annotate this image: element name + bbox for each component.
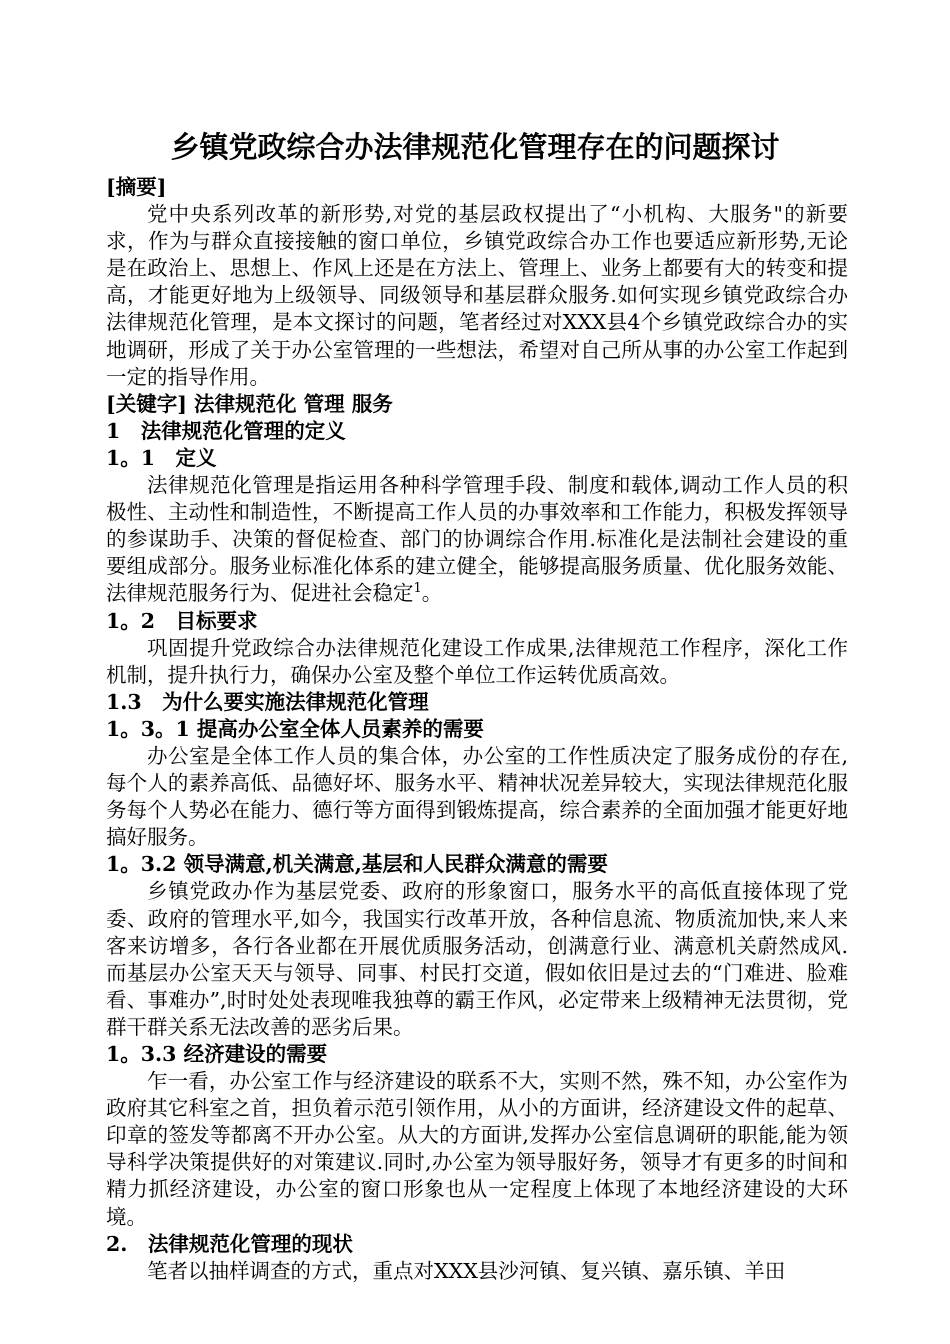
section-1-3-2-heading: 1。3.2 领导满意,机关满意,基层和人民群众满意的需要 [106, 852, 608, 877]
section-1-1-paragraph [106, 472, 848, 607]
section-1-heading: 1 法律规范化管理的定义 [106, 418, 346, 443]
section-1-3-1-heading: 1。3。1 提高办公室全体人员素养的需要 [106, 716, 484, 741]
section-1-3-3-heading: 1。3.3 经济建设的需要 [106, 1042, 328, 1066]
section-1-1-text: 法律规范化管理是指运用各种科学管理手段、制度和载体,调动工作人员的积极性、主动性和制造性，不断提高工作人员的办事效率和工作能力，积极发挥领导的参谋助手、决策的督促检查、部门的协调综合作用.标准化是法制社会建设的重要组成部分。服务业标准化体系的建立健全，能够提高服务质量、优化服务效能、法律规范服务行为、促进社会稳定 [106, 473, 848, 606]
keywords-line: [关键字] 法律规范化 管理 服务 [106, 391, 393, 416]
section-1-3-1-paragraph: 办公室是全体工作人员的集合体，办公室的工作性质决定了服务成份的存在,每个人的素养高低、品德好坏、服务水平、精神状况差异较大，实现法律规范化服务每个人势必在能力、德行等方面得到锻炼提高，综合素养的全面加强才能更好地搞好服务。 [106, 743, 848, 850]
document-title: 乡镇党政综合办法律规范化管理存在的问题探讨 [170, 130, 780, 164]
section-2-heading: 2. 法律规范化管理的现状 [106, 1231, 353, 1256]
section-2-paragraph: 笔者以抽样调查的方式，重点对XXX县沙河镇、复兴镇、嘉乐镇、羊田 [147, 1258, 786, 1283]
section-1-2-heading: 1。2 目标要求 [106, 608, 258, 633]
document-body [106, 174, 848, 1285]
abstract-paragraph: 党中央系列改革的新形势,对党的基层政权提出了“小机构、大服务"的新要求，作为与群众直接接触的窗口单位，乡镇党政综合办工作也要适应新形势,无论是在政治上、思想上、作风上还是在方法上、管理上、业务上都要有大的转变和提高，才能更好地为上级领导、同级领导和基层群众服务.如何实现乡镇党政综合办法律规范化管理，是本文探讨的问题，笔者经过对XXX县4个乡镇党政综合办的实地调研，形成了关于办公室管理的一些想法，希望对自己所从事的办公室工作起到一定的指导作用。 [106, 202, 848, 389]
section-1-3-2-paragraph: 乡镇党政办作为基层党委、政府的形象窗口，服务水平的高低直接体现了党委、政府的管理水平,如今，我国实行改革开放，各种信息流、物质流加快,来人来客来访增多，各行各业都在开展优质服务活动，创满意行业、满意机关蔚然成风.而基层办公室天天与领导、同事、村民打交道，假如依旧是过去的“门难进、脸难看、事难办”,时时处处表现唯我独尊的霸王作风，必定带来上级精神无法贯彻，党群干群关系无法改善的恶劣后果。 [106, 879, 848, 1039]
section-1-1-heading: 1。1 定义 [106, 445, 217, 470]
section-1-3-3-paragraph: 乍一看，办公室工作与经济建设的联系不大，实则不然，殊不知，办公室作为政府其它科室之首，担负着示范引领作用，从小的方面讲，经济建设文件的起草、印章的签发等都离不开办公室。从大的方面讲,发挥办公室信息调研的职能,能为领导科学决策提供好的对策建议.同时,办公室为领导服好务，领导才有更多的时间和精力抓经济建设，办公室的窗口形象也从一定程度上体现了本地经济建设的大环境。 [106, 1069, 848, 1229]
section-1-1-tail: 。 [421, 581, 443, 606]
section-1-3-heading: 1.3 为什么要实施法律规范化管理 [106, 689, 429, 714]
footnote-marker: 1 [413, 581, 422, 597]
section-1-2-paragraph: 巩固提升党政综合办法律规范化建设工作成果,法律规范工作程序，深化工作机制，提升执行力，确保办公室及整个单位工作运转优质高效。 [106, 635, 848, 687]
abstract-label: [摘要] [106, 175, 167, 199]
